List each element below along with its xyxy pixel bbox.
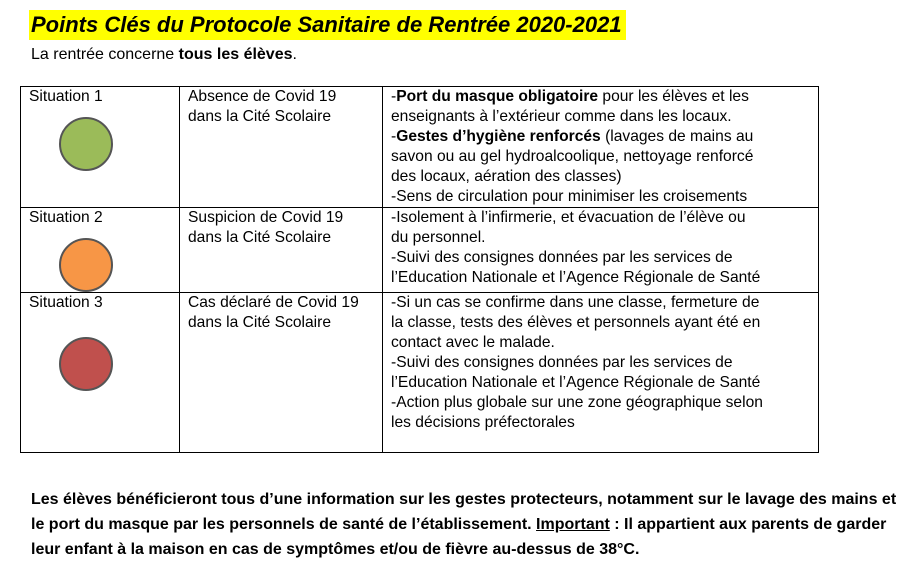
intro-bold-text: tous les élèves [178,46,293,63]
measure-line: -Suivi des consignes données par les services de [391,354,733,371]
condition-line: dans la Cité Scolaire [188,229,332,246]
measure-line: -Sens de circulation pour minimiser les croisements [391,188,748,205]
condition-line: Cas déclaré de Covid 19 [188,294,359,311]
measure-line: des locaux, aération des classes) [391,168,622,185]
status-dot-orange-icon [59,238,113,292]
table-row [21,87,819,208]
measure-line: -Suivi des consignes données par les services de [391,249,733,266]
table-row [21,208,819,293]
measure-line: enseignants à l’extérieur comme dans les locaux. [391,108,732,125]
condition-cell [180,293,383,453]
measure-line: les décisions préfectorales [391,414,575,431]
situation-label: Situation 2 [29,209,103,226]
measure-line: du personnel. [391,229,486,246]
intro-text: La rentrée concerne [31,46,179,63]
condition-line: dans la Cité Scolaire [188,108,332,125]
measure-line: la classe, tests des élèves et personnels ayant été en [391,314,761,331]
condition-line: dans la Cité Scolaire [188,314,332,331]
footer-important: Important [536,516,610,533]
situation-label: Situation 3 [29,294,103,311]
measure-line: -Port du masque obligatoire pour les élèves et les [391,88,749,105]
measure-line: savon ou au gel hydroalcoolique, nettoyage renforcé [391,148,754,165]
measure-line: -Si un cas se confirme dans une classe, fermeture de [391,294,760,311]
measure-line: l’Education Nationale et l’Agence Régionale de Santé [391,269,761,286]
measure-line: contact avec le malade. [391,334,555,351]
condition-line: Absence de Covid 19 [188,88,337,105]
situation-cell [21,87,180,208]
measure-line: -Isolement à l’infirmerie, et évacuation de l’élève ou [391,209,746,226]
situations-table [20,86,819,453]
footer-text-end: : Il appartient aux parents de garder leur enfant à la maison en cas de symptômes et/ou de fièvre au-dessus de 38°C. [31,516,887,558]
measure-line: -Action plus globale sur une zone géographique selon [391,394,763,411]
measures-cell [383,208,819,293]
situation-label: Situation 1 [29,88,103,105]
status-dot-red-icon [59,337,113,391]
intro-paragraph [31,45,297,65]
table-row [21,293,819,453]
condition-line: Suspicion de Covid 19 [188,209,344,226]
measure-bold: Port du masque obligatoire [396,88,599,105]
condition-cell [180,87,383,208]
measures-cell [383,293,819,453]
measures-cell [383,87,819,208]
page-title: Points Clés du Protocole Sanitaire de Rentrée 2020-2021 [29,10,626,40]
measure-line: -Gestes d’hygiène renforcés (lavages de mains au [391,128,754,145]
footer-text: Les élèves bénéficieront tous d’une information sur les gestes protecteurs, notamment sur le lavage des mains et le port du masque par les personnels de santé de l’établissement. [31,491,897,533]
condition-cell [180,208,383,293]
situation-cell [21,293,180,453]
measure-bold: Gestes d’hygiène renforcés [396,128,601,145]
intro-suffix: . [292,46,297,63]
situation-cell [21,208,180,293]
footer-paragraph [31,487,901,562]
status-dot-green-icon [59,117,113,171]
title-block [29,10,626,40]
measure-line: l’Education Nationale et l’Agence Régionale de Santé [391,374,761,391]
